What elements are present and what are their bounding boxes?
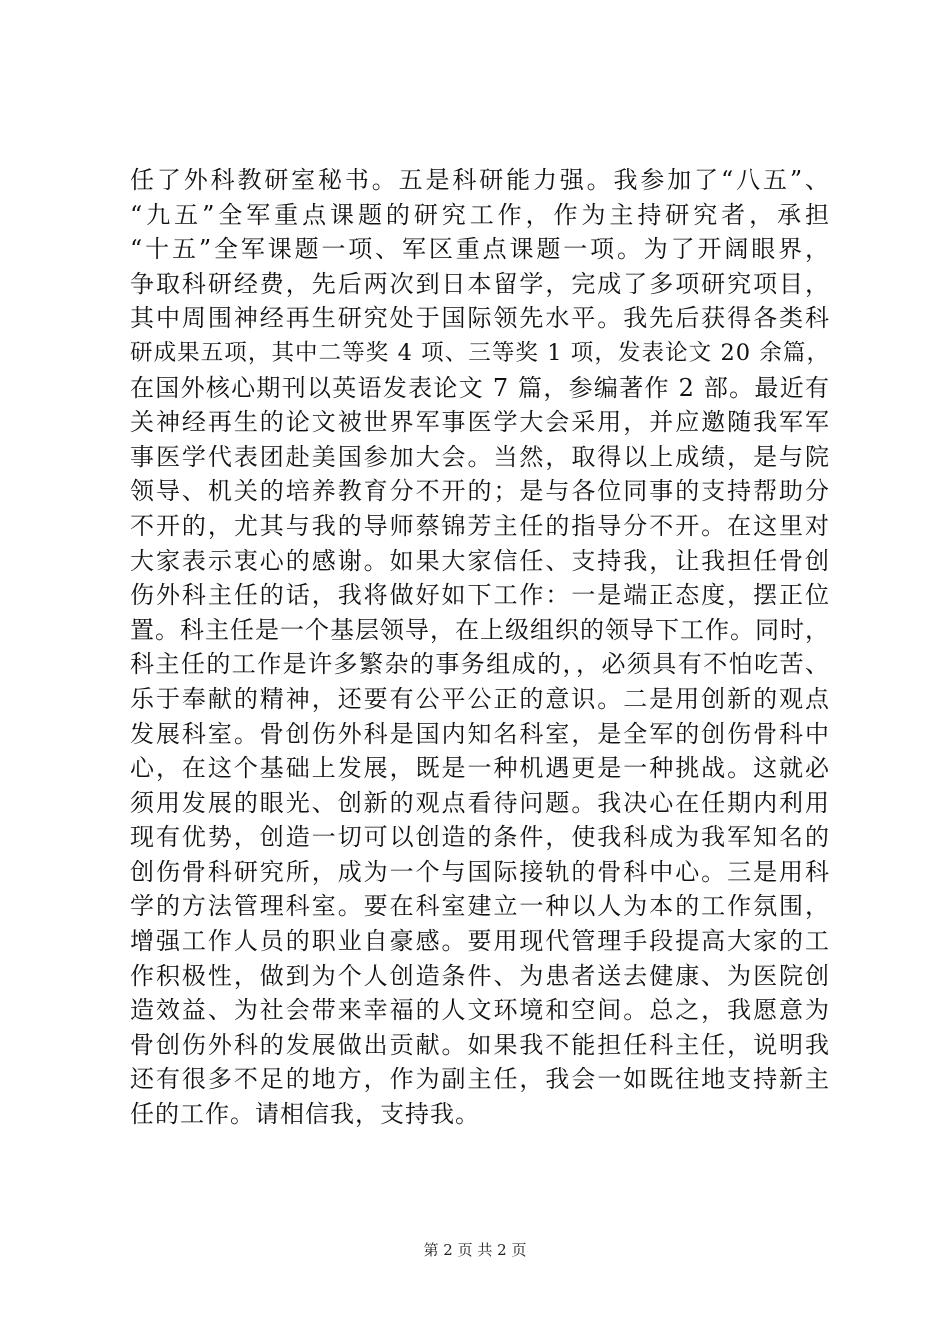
text-line: 任了外科教研室秘书。五是科研能力强。我参加了“八五”、 [130, 166, 830, 194]
text-line: 心，在这个基础上发展，既是一种机遇更是一种挑战。这就必 [130, 754, 830, 783]
text-line: “九五”全军重点课题的研究工作，作为主持研究者，承担 [130, 200, 830, 229]
text-line: 争取科研经费，先后两次到日本留学，完成了多项研究项目， [130, 269, 830, 298]
text-line: 增强工作人员的职业自豪感。要用现代管理手段提高大家的工 [130, 927, 830, 956]
text-line: 还有很多不足的地方，作为副主任，我会一如既往地支持新主 [130, 1065, 830, 1094]
text-line: 关神经再生的论文被世界军事医学大会采用，并应邀随我军军 [130, 408, 830, 437]
body-text [130, 163, 830, 1132]
text-line: 现有优势，创造一切可以创造的条件，使我科成为我军知名的 [130, 823, 830, 852]
text-line-last: 任的工作。请相信我，支持我。 [130, 1100, 480, 1129]
text-line: 伤外科主任的话，我将做好如下工作：一是端正态度，摆正位 [130, 581, 830, 610]
text-line: 乐于奉献的精神，还要有公平公正的意识。二是用创新的观点 [130, 684, 830, 713]
text-line: 作积极性，做到为个人创造条件、为患者送去健康、为医院创 [130, 961, 830, 990]
text-line: 创伤骨科研究所，成为一个与国际接轨的骨科中心。三是用科 [130, 857, 830, 886]
text-line: 其中周围神经再生研究处于国际领先水平。我先后获得各类科 [130, 304, 830, 333]
text-line: 大家表示衷心的感谢。如果大家信任、支持我，让我担任骨创 [130, 546, 830, 575]
text-line: 置。科主任是一个基层领导，在上级组织的领导下工作。同时， [130, 615, 830, 644]
page-footer [0, 1240, 950, 1260]
text-line: 须用发展的眼光、创新的观点看待问题。我决心在任期内利用 [130, 788, 830, 817]
page-number-label: 第 2 页 共 2 页 [423, 1241, 527, 1259]
text-line: 发展科室。骨创伤外科是国内知名科室，是全军的创伤骨科中 [130, 719, 830, 748]
text-line: 学的方法管理科室。要在科室建立一种以人为本的工作氛围， [130, 892, 830, 921]
text-line: “十五”全军课题一项、军区重点课题一项。为了开阔眼界， [130, 235, 830, 264]
text-line: 造效益、为社会带来幸福的人文环境和空间。总之，我愿意为 [130, 996, 830, 1025]
text-line: 事医学代表团赴美国参加大会。当然，取得以上成绩，是与院 [130, 442, 830, 471]
text-line: 领导、机关的培养教育分不开的；是与各位同事的支持帮助分 [130, 477, 830, 506]
text-line: 不开的，尤其与我的导师蔡锦芳主任的指导分不开。在这里对 [130, 511, 830, 540]
text-line: 研成果五项，其中二等奖 4 项、三等奖 1 项，发表论文 20 余篇， [130, 339, 830, 366]
text-line: 骨创伤外科的发展做出贡献。如果我不能担任科主任，说明我 [130, 1030, 830, 1059]
text-line: 在国外核心期刊以英语发表论文 7 篇，参编著作 2 部。最近有 [130, 373, 830, 402]
text-line: 科主任的工作是许多繁杂的事务组成的，，必须具有不怕吃苦、 [130, 650, 830, 679]
